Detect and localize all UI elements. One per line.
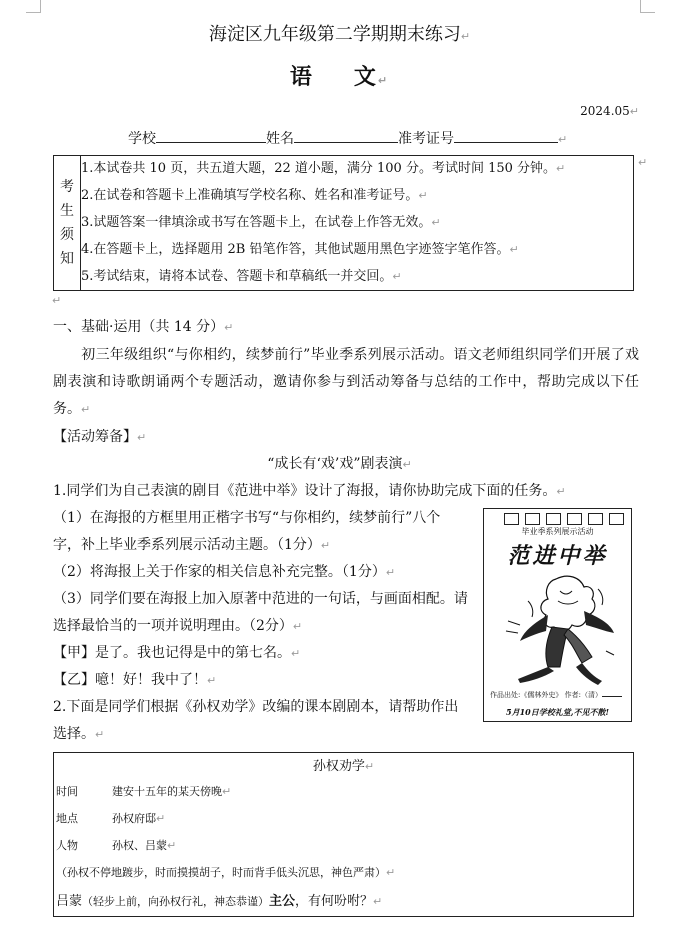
drama-poster bbox=[483, 508, 632, 722]
poster-blank-boxes bbox=[504, 513, 624, 525]
script-row-time: 时间 建安十五年的某天傍晚↵ bbox=[56, 785, 232, 798]
notice-item: 2.在试卷和答题卡上准确填写学校名称、姓名和准考证号。↵ bbox=[81, 188, 428, 203]
exam-title: 海淀区九年级第二学期期末练习↵ bbox=[208, 24, 471, 45]
stage-direction: （孙权不停地踱步，时而摸摸胡子，时而背手低头沉思，神色严肃）↵ bbox=[56, 866, 396, 879]
question-1-1: （1）在海报的方框里用正楷字书写“与你相约，续梦前行”八个 bbox=[53, 510, 441, 526]
corner-mark-top-left bbox=[26, 0, 41, 13]
option-jia: 【甲】是了。我也记得是中的第七名。↵ bbox=[53, 645, 301, 661]
play-script-box bbox=[53, 752, 634, 917]
name-label: 姓名 bbox=[266, 131, 294, 147]
script-row-characters: 人物 孙权、吕蒙↵ bbox=[56, 839, 177, 852]
name-blank[interactable] bbox=[294, 128, 398, 143]
poster-box bbox=[609, 513, 624, 525]
dialogue-line: 吕蒙（轻步上前，向孙权行礼，神态恭谨）主公，有何吩咐？↵ bbox=[56, 894, 383, 909]
notice-item: 1.本试卷共 10 页，共五道大题，22 道小题，满分 100 分。考试时间 150 分钟。↵ bbox=[81, 161, 566, 176]
activity-prep-label: 【活动筹备】↵ bbox=[53, 429, 147, 445]
notice-label: 考 生 须 知 bbox=[54, 156, 81, 290]
subject-title: 语 文↵ bbox=[289, 64, 390, 90]
fan-jin-illustration bbox=[498, 571, 618, 687]
question-1: 1.同学们为自己表演的剧目《范进中举》设计了海报，请你协助完成下面的任务。↵ bbox=[53, 483, 566, 499]
poster-box bbox=[504, 513, 519, 525]
poster-subtitle: 毕业季系列展示活动 bbox=[521, 527, 594, 536]
section-heading: 一、基础·运用（共 14 分）↵ bbox=[53, 319, 234, 335]
notice-item: 5.考试结束，请将本试卷、答题卡和草稿纸一并交回。↵ bbox=[81, 269, 402, 284]
notice-item: 4.在答题卡上，选择题用 2B 铅笔作答，其他试题用黑色字迹签字笔作答。↵ bbox=[81, 242, 519, 257]
question-1-2: （2）将海报上关于作家的相关信息补充完整。（1分）↵ bbox=[53, 564, 396, 580]
exam-id-blank[interactable] bbox=[454, 128, 558, 143]
poster-box bbox=[588, 513, 603, 525]
question-1-3-cont: 选择最恰当的一项并说明理由。（2分）↵ bbox=[53, 618, 303, 634]
school-blank[interactable] bbox=[156, 128, 266, 143]
question-1-3: （3）同学们要在海报上加入原著中范进的一句话，与画面相配。请 bbox=[53, 591, 468, 607]
script-row-place: 地点 孙权府邸↵ bbox=[56, 812, 166, 825]
poster-author-line: 作品出处:《儒林外史》 作者:（清） bbox=[490, 689, 622, 700]
poster-box bbox=[525, 513, 540, 525]
script-title: 孙权劝学↵ bbox=[312, 759, 375, 774]
poster-box bbox=[567, 513, 582, 525]
poster-show-info: 5月10日学校礼堂,不见不散! bbox=[506, 707, 609, 717]
student-info-line: 学校 姓名 准考证号 ↵ bbox=[128, 128, 567, 148]
corner-mark-top-right bbox=[640, 0, 655, 13]
exam-notice-box bbox=[53, 155, 634, 291]
question-2: 2.下面是同学们根据《孙权劝学》改编的课本剧剧本，请帮助作出 bbox=[53, 699, 459, 715]
school-label: 学校 bbox=[128, 131, 156, 147]
poster-box bbox=[546, 513, 561, 525]
question-1-1-cont: 字，补上毕业季系列展示活动主题。（1分）↵ bbox=[53, 537, 331, 553]
option-yi: 【乙】噫！好！我中了！↵ bbox=[53, 672, 217, 688]
section-intro: 初三年级组织“与你相约，续梦前行”毕业季系列展示活动。语文老师组织同学们开展了戏剧表演和诗歌朗诵两个专题活动，邀请你参与到活动筹备与总结的工作中，帮助完成以下任务。↵ bbox=[53, 347, 639, 417]
exam-id-label: 准考证号 bbox=[398, 131, 454, 147]
exam-date: 2024.05↵ bbox=[580, 104, 639, 118]
poster-title: 范进中举 bbox=[507, 543, 608, 569]
drama-title: “成长有‘戏’戏”剧表演↵ bbox=[267, 456, 412, 472]
notice-item: 3.试题答案一律填涂或书写在答题卡上，在试卷上作答无效。↵ bbox=[81, 215, 441, 230]
question-2-cont: 选择。↵ bbox=[53, 726, 105, 742]
